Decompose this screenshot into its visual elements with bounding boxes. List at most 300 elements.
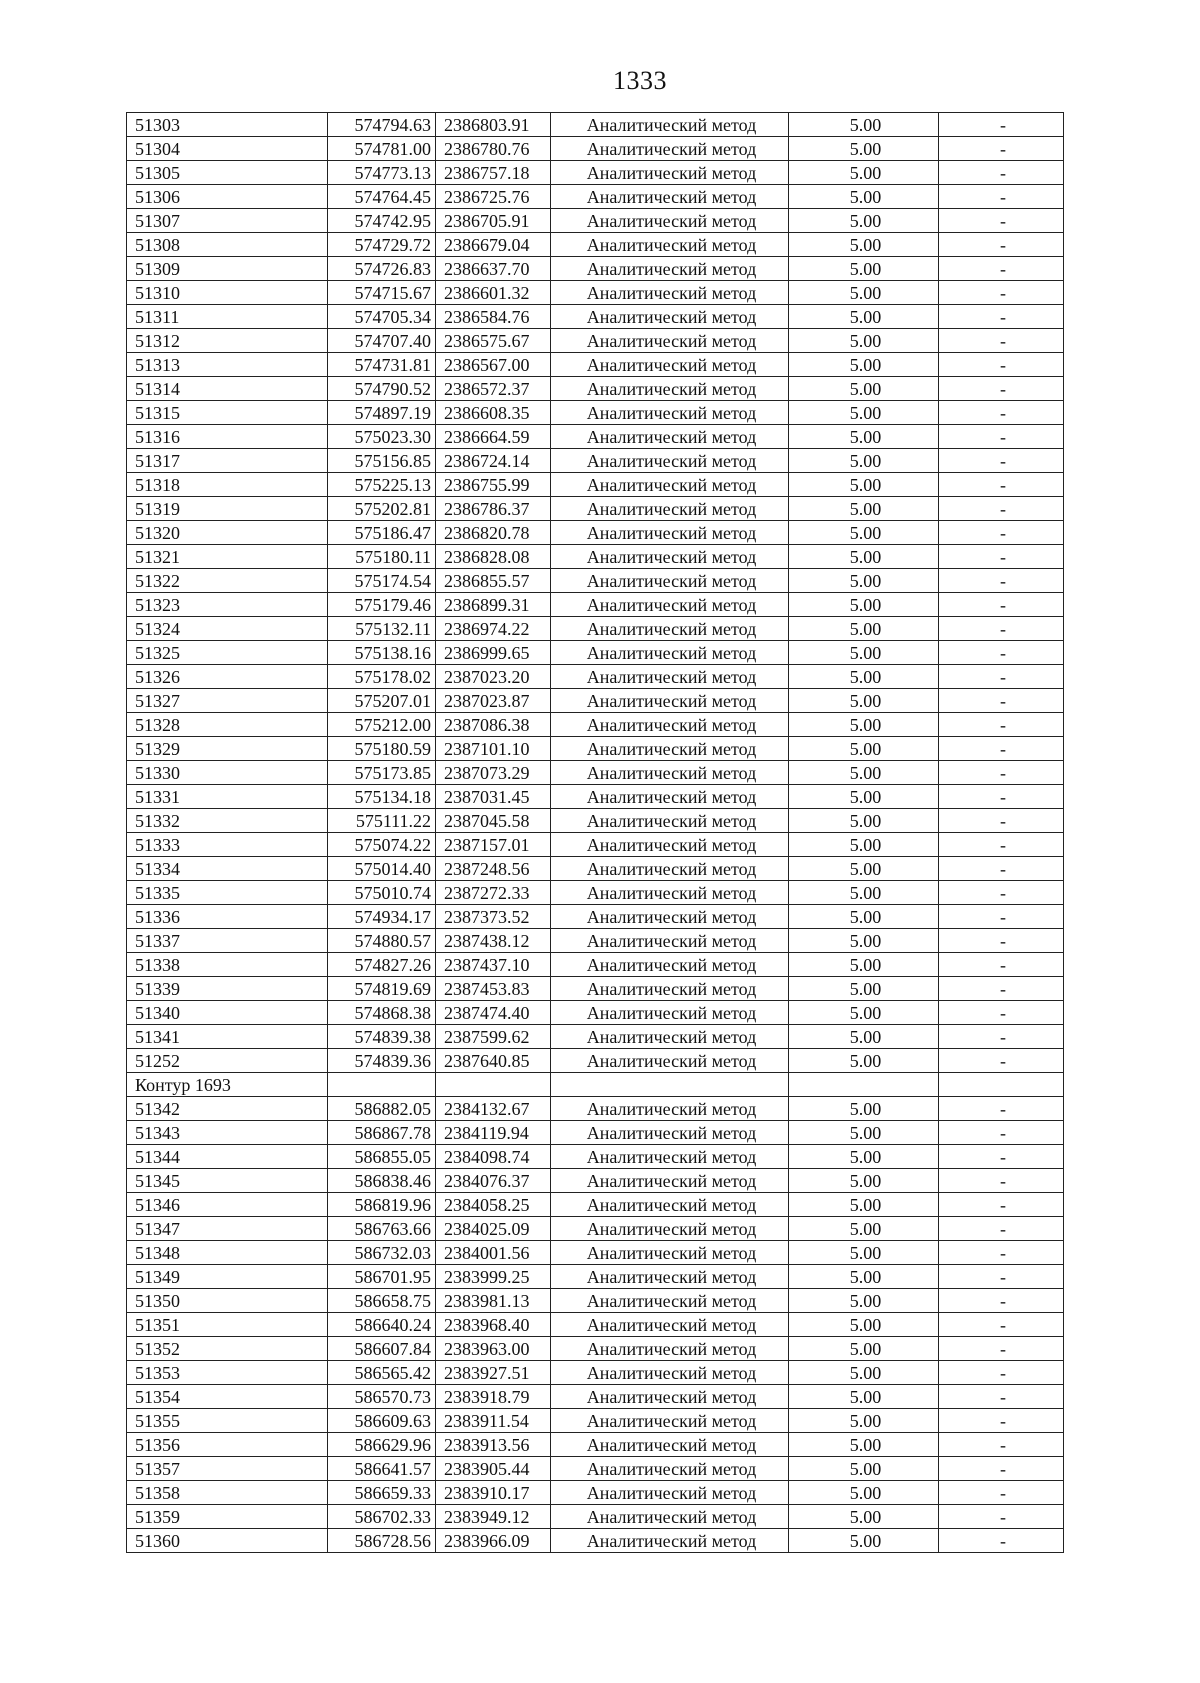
x-coordinate-cell: 574827.26 (328, 953, 436, 977)
point-number-cell: 51341 (127, 1025, 328, 1049)
table-row (127, 977, 1064, 1001)
x-coordinate-cell: 575074.22 (328, 833, 436, 857)
table-row (127, 185, 1064, 209)
note-cell: - (939, 521, 1064, 545)
table-row (127, 1193, 1064, 1217)
accuracy-cell: 5.00 (789, 1529, 939, 1553)
method-cell: Аналитический метод (551, 1457, 789, 1481)
point-number-cell: 51337 (127, 929, 328, 953)
method-cell: Аналитический метод (551, 1505, 789, 1529)
table-row (127, 113, 1064, 137)
table-row (127, 497, 1064, 521)
note-cell: - (939, 569, 1064, 593)
method-cell: Аналитический метод (551, 1529, 789, 1553)
note-cell: - (939, 161, 1064, 185)
note-cell: - (939, 1241, 1064, 1265)
point-number-cell: 51340 (127, 1001, 328, 1025)
point-number-cell: 51314 (127, 377, 328, 401)
method-cell: Аналитический метод (551, 953, 789, 977)
y-coordinate-cell: 2383999.25 (436, 1265, 551, 1289)
y-coordinate-cell: 2387073.29 (436, 761, 551, 785)
point-number-cell: 51308 (127, 233, 328, 257)
y-coordinate-cell: 2386637.70 (436, 257, 551, 281)
x-coordinate-cell: 586855.05 (328, 1145, 436, 1169)
y-coordinate-cell: 2386755.99 (436, 473, 551, 497)
point-number-cell: 51317 (127, 449, 328, 473)
x-coordinate-cell: 574726.83 (328, 257, 436, 281)
method-cell: Аналитический метод (551, 689, 789, 713)
table-row (127, 305, 1064, 329)
y-coordinate-cell: 2386575.67 (436, 329, 551, 353)
x-coordinate-cell: 586728.56 (328, 1529, 436, 1553)
point-number-cell: 51359 (127, 1505, 328, 1529)
note-cell: - (939, 1385, 1064, 1409)
x-coordinate-cell: 574868.38 (328, 1001, 436, 1025)
y-coordinate-cell: 2387045.58 (436, 809, 551, 833)
y-coordinate-cell: 2386584.76 (436, 305, 551, 329)
x-coordinate-cell: 574715.67 (328, 281, 436, 305)
method-cell: Аналитический метод (551, 1433, 789, 1457)
point-number-cell: 51328 (127, 713, 328, 737)
accuracy-cell: 5.00 (789, 1001, 939, 1025)
x-coordinate-cell: 575178.02 (328, 665, 436, 689)
method-cell: Аналитический метод (551, 737, 789, 761)
method-cell: Аналитический метод (551, 593, 789, 617)
y-coordinate-cell: 2387373.52 (436, 905, 551, 929)
x-coordinate-cell: 575156.85 (328, 449, 436, 473)
y-coordinate-cell: 2387157.01 (436, 833, 551, 857)
note-cell: - (939, 1097, 1064, 1121)
x-coordinate-cell: 574819.69 (328, 977, 436, 1001)
note-cell: - (939, 857, 1064, 881)
accuracy-cell: 5.00 (789, 233, 939, 257)
point-number-cell: 51319 (127, 497, 328, 521)
x-coordinate-cell: 575010.74 (328, 881, 436, 905)
point-number-cell: 51313 (127, 353, 328, 377)
note-cell: - (939, 929, 1064, 953)
accuracy-cell: 5.00 (789, 497, 939, 521)
y-coordinate-cell: 2383968.40 (436, 1313, 551, 1337)
y-coordinate-cell: 2387248.56 (436, 857, 551, 881)
accuracy-cell: 5.00 (789, 185, 939, 209)
point-number-cell: 51252 (127, 1049, 328, 1073)
method-cell: Аналитический метод (551, 521, 789, 545)
y-coordinate-cell: 2384001.56 (436, 1241, 551, 1265)
x-coordinate-cell: 586640.24 (328, 1313, 436, 1337)
y-coordinate-cell: 2386786.37 (436, 497, 551, 521)
table-row (127, 449, 1064, 473)
accuracy-cell: 5.00 (789, 521, 939, 545)
point-number-cell: 51304 (127, 137, 328, 161)
accuracy-cell: 5.00 (789, 1097, 939, 1121)
accuracy-cell: 5.00 (789, 1193, 939, 1217)
method-cell: Аналитический метод (551, 1313, 789, 1337)
table-row (127, 377, 1064, 401)
point-number-cell: 51310 (127, 281, 328, 305)
y-coordinate-cell: 2387437.10 (436, 953, 551, 977)
note-cell: - (939, 737, 1064, 761)
x-coordinate-cell: 575111.22 (328, 809, 436, 833)
note-cell: - (939, 305, 1064, 329)
point-number-cell: 51309 (127, 257, 328, 281)
accuracy-cell: 5.00 (789, 809, 939, 833)
x-coordinate-cell: 574742.95 (328, 209, 436, 233)
x-coordinate-cell: 575014.40 (328, 857, 436, 881)
point-number-cell: 51305 (127, 161, 328, 185)
method-cell: Аналитический метод (551, 1145, 789, 1169)
table-row (127, 1001, 1064, 1025)
y-coordinate-cell: 2383949.12 (436, 1505, 551, 1529)
y-coordinate-cell: 2384025.09 (436, 1217, 551, 1241)
accuracy-cell: 5.00 (789, 713, 939, 737)
table-row (127, 1049, 1064, 1073)
point-number-cell: 51306 (127, 185, 328, 209)
x-coordinate-cell: 575207.01 (328, 689, 436, 713)
note-cell: - (939, 1409, 1064, 1433)
x-coordinate-cell: 575225.13 (328, 473, 436, 497)
accuracy-cell: 5.00 (789, 1025, 939, 1049)
y-coordinate-cell: 2384119.94 (436, 1121, 551, 1145)
x-coordinate-cell: 586607.84 (328, 1337, 436, 1361)
point-number-cell: 51318 (127, 473, 328, 497)
x-coordinate-cell: 586659.33 (328, 1481, 436, 1505)
empty-cell (789, 1073, 939, 1097)
method-cell: Аналитический метод (551, 1241, 789, 1265)
table-row (127, 521, 1064, 545)
method-cell: Аналитический метод (551, 113, 789, 137)
accuracy-cell: 5.00 (789, 569, 939, 593)
note-cell: - (939, 1313, 1064, 1337)
note-cell: - (939, 713, 1064, 737)
x-coordinate-cell: 586565.42 (328, 1361, 436, 1385)
x-coordinate-cell: 575173.85 (328, 761, 436, 785)
x-coordinate-cell: 575179.46 (328, 593, 436, 617)
y-coordinate-cell: 2387086.38 (436, 713, 551, 737)
method-cell: Аналитический метод (551, 569, 789, 593)
table-row (127, 689, 1064, 713)
note-cell: - (939, 1289, 1064, 1313)
point-number-cell: 51346 (127, 1193, 328, 1217)
table-row (127, 1337, 1064, 1361)
y-coordinate-cell: 2387031.45 (436, 785, 551, 809)
point-number-cell: 51347 (127, 1217, 328, 1241)
y-coordinate-cell: 2386757.18 (436, 161, 551, 185)
empty-cell (939, 1073, 1064, 1097)
x-coordinate-cell: 574897.19 (328, 401, 436, 425)
method-cell: Аналитический метод (551, 617, 789, 641)
note-cell: - (939, 1265, 1064, 1289)
method-cell: Аналитический метод (551, 377, 789, 401)
note-cell: - (939, 1337, 1064, 1361)
y-coordinate-cell: 2383905.44 (436, 1457, 551, 1481)
coordinates-table (126, 112, 1064, 1553)
method-cell: Аналитический метод (551, 1217, 789, 1241)
x-coordinate-cell: 574934.17 (328, 905, 436, 929)
point-number-cell: 51336 (127, 905, 328, 929)
table-row (127, 641, 1064, 665)
table-row (127, 1481, 1064, 1505)
accuracy-cell: 5.00 (789, 617, 939, 641)
table-row (127, 713, 1064, 737)
method-cell: Аналитический метод (551, 713, 789, 737)
x-coordinate-cell: 575186.47 (328, 521, 436, 545)
method-cell: Аналитический метод (551, 209, 789, 233)
accuracy-cell: 5.00 (789, 689, 939, 713)
note-cell: - (939, 785, 1064, 809)
accuracy-cell: 5.00 (789, 353, 939, 377)
x-coordinate-cell: 574729.72 (328, 233, 436, 257)
table-row (127, 545, 1064, 569)
table-row (127, 881, 1064, 905)
table-row (127, 1169, 1064, 1193)
y-coordinate-cell: 2386601.32 (436, 281, 551, 305)
table-row (127, 593, 1064, 617)
table-row (127, 1241, 1064, 1265)
x-coordinate-cell: 575138.16 (328, 641, 436, 665)
method-cell: Аналитический метод (551, 1025, 789, 1049)
point-number-cell: 51354 (127, 1385, 328, 1409)
accuracy-cell: 5.00 (789, 785, 939, 809)
table-row (127, 329, 1064, 353)
point-number-cell: 51353 (127, 1361, 328, 1385)
y-coordinate-cell: 2387453.83 (436, 977, 551, 1001)
y-coordinate-cell: 2383913.56 (436, 1433, 551, 1457)
method-cell: Аналитический метод (551, 1289, 789, 1313)
note-cell: - (939, 1001, 1064, 1025)
method-cell: Аналитический метод (551, 641, 789, 665)
method-cell: Аналитический метод (551, 329, 789, 353)
y-coordinate-cell: 2386899.31 (436, 593, 551, 617)
point-number-cell: 51348 (127, 1241, 328, 1265)
note-cell: - (939, 905, 1064, 929)
note-cell: - (939, 1433, 1064, 1457)
y-coordinate-cell: 2386803.91 (436, 113, 551, 137)
table-row (127, 425, 1064, 449)
x-coordinate-cell: 586570.73 (328, 1385, 436, 1409)
point-number-cell: 51339 (127, 977, 328, 1001)
method-cell: Аналитический метод (551, 305, 789, 329)
note-cell: - (939, 593, 1064, 617)
y-coordinate-cell: 2387023.87 (436, 689, 551, 713)
table-row (127, 257, 1064, 281)
table-row (127, 1409, 1064, 1433)
x-coordinate-cell: 574705.34 (328, 305, 436, 329)
y-coordinate-cell: 2383910.17 (436, 1481, 551, 1505)
point-number-cell: 51356 (127, 1433, 328, 1457)
table-row (127, 1505, 1064, 1529)
x-coordinate-cell: 574764.45 (328, 185, 436, 209)
y-coordinate-cell: 2386725.76 (436, 185, 551, 209)
point-number-cell: 51303 (127, 113, 328, 137)
accuracy-cell: 5.00 (789, 641, 939, 665)
table-row (127, 1289, 1064, 1313)
note-cell: - (939, 1529, 1064, 1553)
table-row (127, 1121, 1064, 1145)
method-cell: Аналитический метод (551, 833, 789, 857)
accuracy-cell: 5.00 (789, 1457, 939, 1481)
accuracy-cell: 5.00 (789, 1145, 939, 1169)
point-number-cell: 51312 (127, 329, 328, 353)
x-coordinate-cell: 586763.66 (328, 1217, 436, 1241)
note-cell: - (939, 257, 1064, 281)
method-cell: Аналитический метод (551, 1409, 789, 1433)
note-cell: - (939, 1145, 1064, 1169)
y-coordinate-cell: 2387438.12 (436, 929, 551, 953)
x-coordinate-cell: 574781.00 (328, 137, 436, 161)
y-coordinate-cell: 2386855.57 (436, 569, 551, 593)
table-row (127, 833, 1064, 857)
y-coordinate-cell: 2386567.00 (436, 353, 551, 377)
note-cell: - (939, 833, 1064, 857)
accuracy-cell: 5.00 (789, 545, 939, 569)
x-coordinate-cell: 574773.13 (328, 161, 436, 185)
method-cell: Аналитический метод (551, 1361, 789, 1385)
accuracy-cell: 5.00 (789, 737, 939, 761)
note-cell: - (939, 1481, 1064, 1505)
method-cell: Аналитический метод (551, 665, 789, 689)
y-coordinate-cell: 2387023.20 (436, 665, 551, 689)
x-coordinate-cell: 586819.96 (328, 1193, 436, 1217)
note-cell: - (939, 137, 1064, 161)
method-cell: Аналитический метод (551, 449, 789, 473)
method-cell: Аналитический метод (551, 785, 789, 809)
y-coordinate-cell: 2386724.14 (436, 449, 551, 473)
table-row (127, 161, 1064, 185)
point-number-cell: 51335 (127, 881, 328, 905)
table-row (127, 929, 1064, 953)
accuracy-cell: 5.00 (789, 1121, 939, 1145)
accuracy-cell: 5.00 (789, 1337, 939, 1361)
y-coordinate-cell: 2386974.22 (436, 617, 551, 641)
y-coordinate-cell: 2383911.54 (436, 1409, 551, 1433)
contour-label: Контур 1693 (127, 1073, 328, 1097)
method-cell: Аналитический метод (551, 401, 789, 425)
note-cell: - (939, 497, 1064, 521)
accuracy-cell: 5.00 (789, 1385, 939, 1409)
y-coordinate-cell: 2386705.91 (436, 209, 551, 233)
y-coordinate-cell: 2386820.78 (436, 521, 551, 545)
point-number-cell: 51320 (127, 521, 328, 545)
point-number-cell: 51311 (127, 305, 328, 329)
table-row (127, 1457, 1064, 1481)
x-coordinate-cell: 586629.96 (328, 1433, 436, 1457)
accuracy-cell: 5.00 (789, 329, 939, 353)
note-cell: - (939, 977, 1064, 1001)
point-number-cell: 51352 (127, 1337, 328, 1361)
table-row (127, 1217, 1064, 1241)
table-row (127, 473, 1064, 497)
table-row (127, 1025, 1064, 1049)
empty-cell (328, 1073, 436, 1097)
point-number-cell: 51338 (127, 953, 328, 977)
accuracy-cell: 5.00 (789, 281, 939, 305)
accuracy-cell: 5.00 (789, 1217, 939, 1241)
accuracy-cell: 5.00 (789, 593, 939, 617)
accuracy-cell: 5.00 (789, 1049, 939, 1073)
table-row (127, 1433, 1064, 1457)
table-row (127, 209, 1064, 233)
method-cell: Аналитический метод (551, 809, 789, 833)
y-coordinate-cell: 2387474.40 (436, 1001, 551, 1025)
note-cell: - (939, 1361, 1064, 1385)
y-coordinate-cell: 2386572.37 (436, 377, 551, 401)
y-coordinate-cell: 2383918.79 (436, 1385, 551, 1409)
y-coordinate-cell: 2386608.35 (436, 401, 551, 425)
point-number-cell: 51325 (127, 641, 328, 665)
point-number-cell: 51327 (127, 689, 328, 713)
y-coordinate-cell: 2384058.25 (436, 1193, 551, 1217)
method-cell: Аналитический метод (551, 161, 789, 185)
point-number-cell: 51330 (127, 761, 328, 785)
note-cell: - (939, 1505, 1064, 1529)
point-number-cell: 51333 (127, 833, 328, 857)
method-cell: Аналитический метод (551, 1121, 789, 1145)
note-cell: - (939, 881, 1064, 905)
point-number-cell: 51343 (127, 1121, 328, 1145)
accuracy-cell: 5.00 (789, 449, 939, 473)
accuracy-cell: 5.00 (789, 305, 939, 329)
table-row (127, 953, 1064, 977)
y-coordinate-cell: 2384098.74 (436, 1145, 551, 1169)
x-coordinate-cell: 574839.36 (328, 1049, 436, 1073)
accuracy-cell: 5.00 (789, 401, 939, 425)
table-row (127, 1361, 1064, 1385)
table-row (127, 137, 1064, 161)
x-coordinate-cell: 575180.59 (328, 737, 436, 761)
note-cell: - (939, 281, 1064, 305)
x-coordinate-cell: 586867.78 (328, 1121, 436, 1145)
method-cell: Аналитический метод (551, 1337, 789, 1361)
point-number-cell: 51321 (127, 545, 328, 569)
note-cell: - (939, 473, 1064, 497)
accuracy-cell: 5.00 (789, 473, 939, 497)
note-cell: - (939, 545, 1064, 569)
page-number: 1333 (613, 66, 667, 95)
y-coordinate-cell: 2387599.62 (436, 1025, 551, 1049)
note-cell: - (939, 1217, 1064, 1241)
accuracy-cell: 5.00 (789, 209, 939, 233)
contour-header-row (127, 1073, 1064, 1097)
table-body (127, 113, 1064, 1553)
table-row (127, 1529, 1064, 1553)
table-row (127, 1097, 1064, 1121)
point-number-cell: 51357 (127, 1457, 328, 1481)
point-number-cell: 51342 (127, 1097, 328, 1121)
accuracy-cell: 5.00 (789, 1433, 939, 1457)
accuracy-cell: 5.00 (789, 137, 939, 161)
note-cell: - (939, 353, 1064, 377)
accuracy-cell: 5.00 (789, 113, 939, 137)
method-cell: Аналитический метод (551, 881, 789, 905)
y-coordinate-cell: 2383927.51 (436, 1361, 551, 1385)
point-number-cell: 51345 (127, 1169, 328, 1193)
point-number-cell: 51331 (127, 785, 328, 809)
y-coordinate-cell: 2384132.67 (436, 1097, 551, 1121)
note-cell: - (939, 209, 1064, 233)
x-coordinate-cell: 574794.63 (328, 113, 436, 137)
method-cell: Аналитический метод (551, 1481, 789, 1505)
note-cell: - (939, 233, 1064, 257)
note-cell: - (939, 425, 1064, 449)
accuracy-cell: 5.00 (789, 833, 939, 857)
method-cell: Аналитический метод (551, 905, 789, 929)
x-coordinate-cell: 575212.00 (328, 713, 436, 737)
y-coordinate-cell: 2386664.59 (436, 425, 551, 449)
x-coordinate-cell: 586702.33 (328, 1505, 436, 1529)
y-coordinate-cell: 2386679.04 (436, 233, 551, 257)
accuracy-cell: 5.00 (789, 377, 939, 401)
point-number-cell: 51316 (127, 425, 328, 449)
